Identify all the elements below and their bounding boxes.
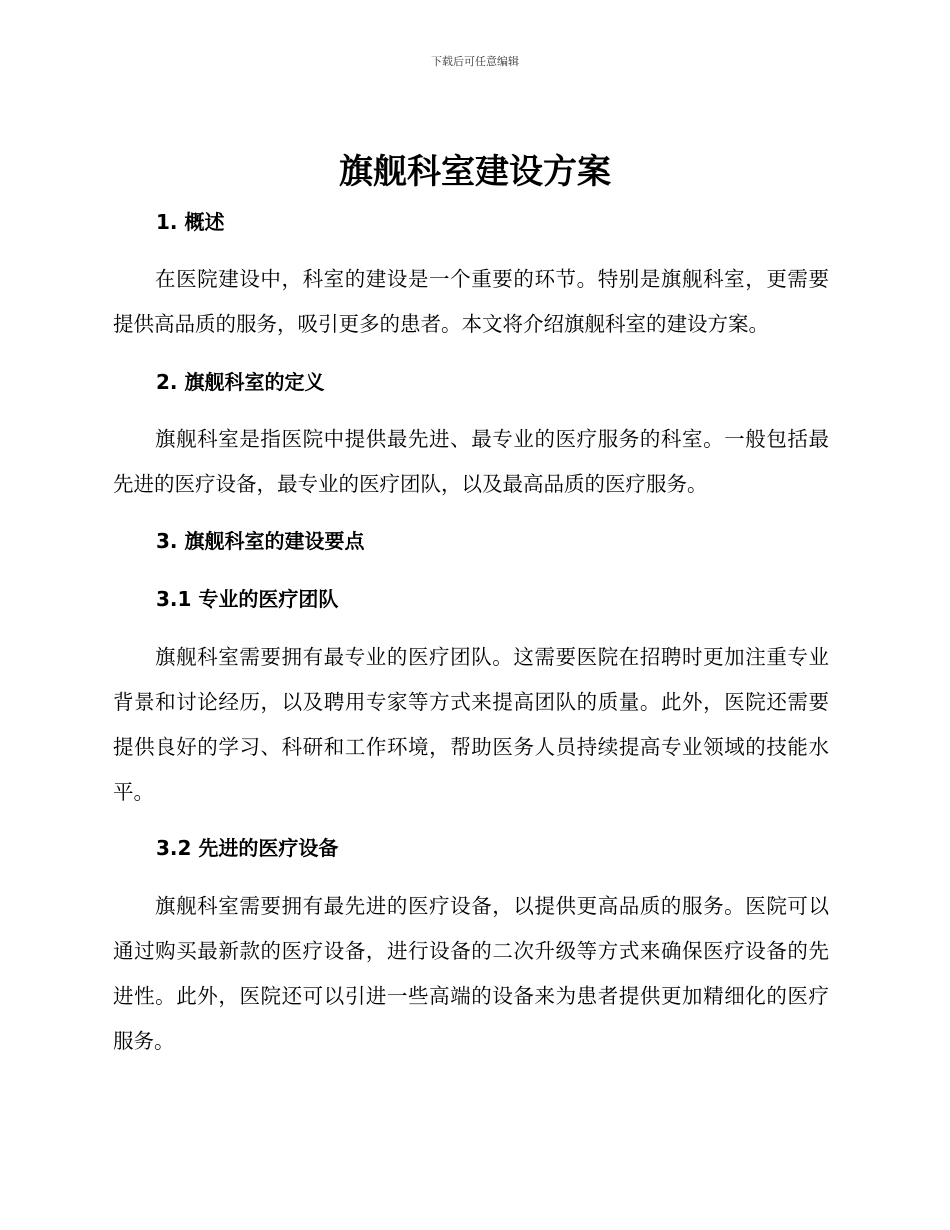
section-paragraph-overview: 在医院建设中，科室的建设是一个重要的环节。特别是旗舰科室，更需要提供高品质的服务，吸引更多的患者。本文将介绍旗舰科室的建设方案。 (113, 267, 829, 336)
section-heading-key-points: 3. 旗舰科室的建设要点 (156, 529, 365, 553)
section-paragraph-definition: 旗舰科室是指医院中提供最先进、最专业的医疗服务的科室。一般包括最先进的医疗设备，最专业的医疗团队，以及最高品质的医疗服务。 (113, 427, 829, 496)
section-heading-medical-equipment: 3.2 先进的医疗设备 (156, 836, 339, 860)
section-paragraph-medical-equipment: 旗舰科室需要拥有最先进的医疗设备，以提供更高品质的服务。医院可以通过购买最新款的医疗设备，进行设备的二次升级等方式来确保医疗设备的先进性。此外，医院还可以引进一些高端的设备来为患者提供更加精细化的医疗服务。 (113, 894, 829, 1053)
page-header-note: 下载后可任意编辑 (431, 55, 519, 68)
document-title: 旗舰科室建设方案 (339, 152, 611, 192)
section-paragraph-medical-team: 旗舰科室需要拥有最专业的医疗团队。这需要医院在招聘时更加注重专业背景和讨论经历，以及聘用专家等方式来提高团队的质量。此外，医院还需要提供良好的学习、科研和工作环境，帮助医务人员持续提高专业领域的技能水平。 (113, 645, 829, 804)
section-heading-definition: 2. 旗舰科室的定义 (156, 370, 325, 394)
section-heading-medical-team: 3.1 专业的医疗团队 (156, 587, 339, 611)
section-heading-overview: 1. 概述 (156, 210, 225, 234)
